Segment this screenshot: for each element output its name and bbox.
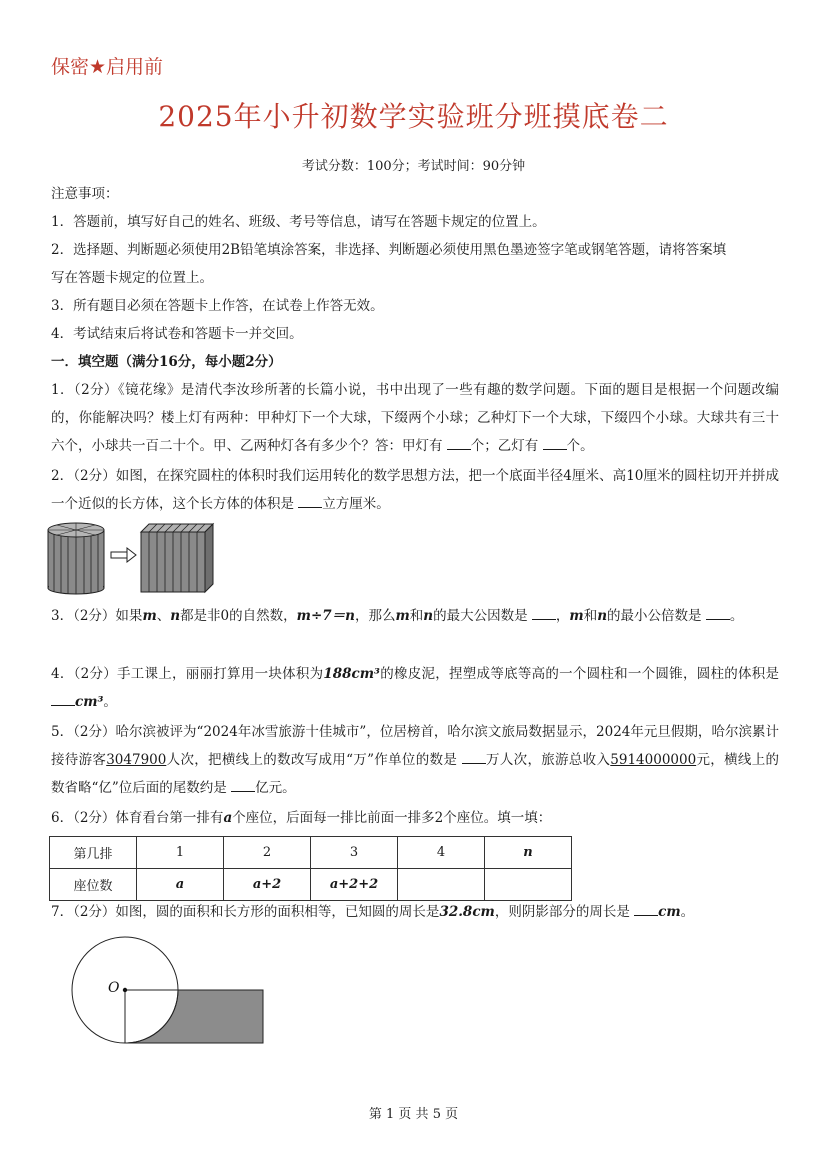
note-4: 4．考试结束后将试卷和答题卡一并交回。 (51, 326, 303, 342)
section-heading: 一．填空题（满分16分，每小题2分） (51, 354, 282, 370)
q1-text: 1．（2分）《镜花缘》是清代李汝珍所著的长篇小说，书中出现了一些有趣的数学问题。下面的题目是根据一个问题改编的，你能解决吗？楼上灯有两种：甲种灯下一个大球，下缀两个小球；乙种灯下一个大球，下缀四个小球。大球共有三十六个，小球共一百二十个。甲、乙两种灯各有多少个？答：甲灯有 (51, 382, 779, 454)
q4-unit: cm³ (75, 694, 104, 710)
q6-text-b: 个座位，后面每一排比前面一排多2个座位。填一填： (232, 810, 552, 826)
q1-blank-b[interactable] (543, 435, 567, 450)
q5-blank-a[interactable] (462, 749, 486, 764)
arrow-right-icon (111, 548, 136, 562)
q7-end: 。 (680, 904, 695, 920)
q5-text-d: 元，横线上的数省略“亿”位后面的尾数约是 (51, 752, 780, 796)
q4-end: 。 (103, 694, 117, 710)
q3-text-b: 、 (156, 608, 171, 624)
cylinder-icon (48, 523, 104, 594)
question-5 (51, 718, 779, 802)
table-cell: 2 (224, 837, 311, 869)
q3-blank-a[interactable] (532, 605, 556, 620)
note-3: 3．所有题目必须在答题卡上作答，在试卷上作答无效。 (51, 298, 384, 314)
q7-length: 32.8cm (439, 904, 495, 920)
q6-text-a: 6．（2分）体育看台第一排有 (51, 810, 224, 826)
table-cell-blank[interactable] (398, 869, 485, 901)
q3-text-i: 的最小公倍数是 (607, 608, 706, 624)
table-cell: 1 (137, 837, 224, 869)
q4-volume: 188cm³ (323, 666, 380, 682)
q3-text-a: 3．（2分）如果 (51, 608, 143, 624)
q3-var-n-3: n (597, 608, 608, 624)
table-cell: a+2 (224, 869, 311, 901)
q5-blank-b[interactable] (231, 777, 255, 792)
center-label: O (108, 980, 120, 996)
table-cell: a (137, 869, 224, 901)
q5-income: 5914000000 (610, 752, 697, 768)
question-7 (51, 898, 779, 926)
table-cell-blank[interactable] (485, 869, 572, 901)
page-title: 2025年小升初数学实验班分班摸底卷二 (158, 100, 669, 133)
page-footer: 第 1 页 共 5 页 (368, 1107, 459, 1122)
q4-text-a: 4．（2分）手工课上，丽丽打算用一块体积为 (51, 666, 324, 682)
q3-text-g: ， (555, 608, 570, 624)
q3-end: 。 (729, 608, 744, 624)
table-cell: 3 (311, 837, 398, 869)
q1-blank-a[interactable] (447, 435, 471, 450)
q1-mid: 个；乙灯有 (470, 438, 543, 454)
q5-text-c: 万人次，旅游总收入 (485, 752, 611, 768)
q2-blank[interactable] (298, 493, 322, 508)
center-point (123, 988, 127, 992)
q3-text-c: 都是非0的自然数， (180, 608, 297, 624)
seat-table (49, 836, 572, 901)
question-1 (51, 376, 779, 460)
question-6 (51, 804, 779, 832)
table-cell: 第几排 (50, 837, 137, 869)
q3-expression: m÷7＝n (296, 608, 355, 624)
q3-var-n-2: n (423, 608, 434, 624)
table-cell: a+2+2 (311, 869, 398, 901)
table-cell: 座位数 (50, 869, 137, 901)
q5-text-a: 5．（2分）哈尔滨被评为“2024年冰雪旅游十佳城市”，位居榜首，哈尔滨文旅局数据显示，2024年元旦假期，哈尔滨累计接待游客 (51, 724, 779, 768)
cuboid-icon (141, 524, 213, 592)
circle-rectangle-figure (70, 934, 270, 1046)
cylinder-to-cuboid-figure (45, 518, 220, 596)
table-row (50, 837, 572, 869)
question-4 (51, 660, 779, 716)
notes-heading: 注意事项： (51, 186, 119, 202)
q3-text-h: 和 (583, 608, 598, 624)
q6-var-a: a (223, 810, 233, 826)
q3-var-m-2: m (395, 608, 410, 624)
table-row (50, 869, 572, 901)
q2-text: 2．（2分）如图，在探究圆柱的体积时我们运用转化的数学思想方法，把一个底面半径4厘米、高10厘米的圆柱切开并拼成一个近似的长方体，这个长方体的体积是 (51, 468, 779, 512)
q4-blank[interactable] (51, 691, 75, 706)
q3-text-d: ，那么 (354, 608, 396, 624)
question-2 (51, 462, 779, 518)
q3-text-f: 的最大公因数是 (433, 608, 532, 624)
q3-var-m-3: m (569, 608, 584, 624)
q1-end: 个。 (566, 438, 594, 454)
q7-text-a: 7．（2分）如图，圆的面积和长方形的面积相等，已知圆的周长是 (51, 904, 440, 920)
q7-blank[interactable] (634, 901, 658, 916)
q7-text-b: ，则阴影部分的周长是 (494, 904, 635, 920)
question-3 (51, 602, 779, 630)
q3-var-m: m (142, 608, 157, 624)
q3-var-n: n (170, 608, 181, 624)
exam-info: 考试分数：100分；考试时间：90分钟 (301, 159, 526, 174)
q5-visitors: 3047900 (106, 752, 167, 768)
note-1: 1．答题前，填写好自己的姓名、班级、考号等信息，请写在答题卡规定的位置上。 (51, 214, 546, 230)
q3-text-e: 和 (409, 608, 424, 624)
table-cell: n (485, 837, 572, 869)
confidential-label: 保密★启用前 (51, 56, 164, 78)
q5-end: 亿元。 (255, 780, 296, 796)
note-2b: 写在答题卡规定的位置上。 (51, 270, 213, 286)
q7-unit: cm (658, 904, 681, 920)
q4-text-b: 的橡皮泥，捏塑成等底等高的一个圆柱和一个圆锥，圆柱的体积是 (379, 666, 779, 682)
q3-blank-b[interactable] (706, 605, 730, 620)
q2-end: 立方厘米。 (322, 496, 390, 512)
note-2a: 2．选择题、判断题必须使用2B铅笔填涂答案，非选择、判断题必须使用黑色墨迹签字笔或钢笔答题，请将答案填 (51, 242, 727, 258)
table-cell: 4 (398, 837, 485, 869)
q5-text-b: 人次，把横线上的数改写成用“万”作单位的数是 (166, 752, 462, 768)
